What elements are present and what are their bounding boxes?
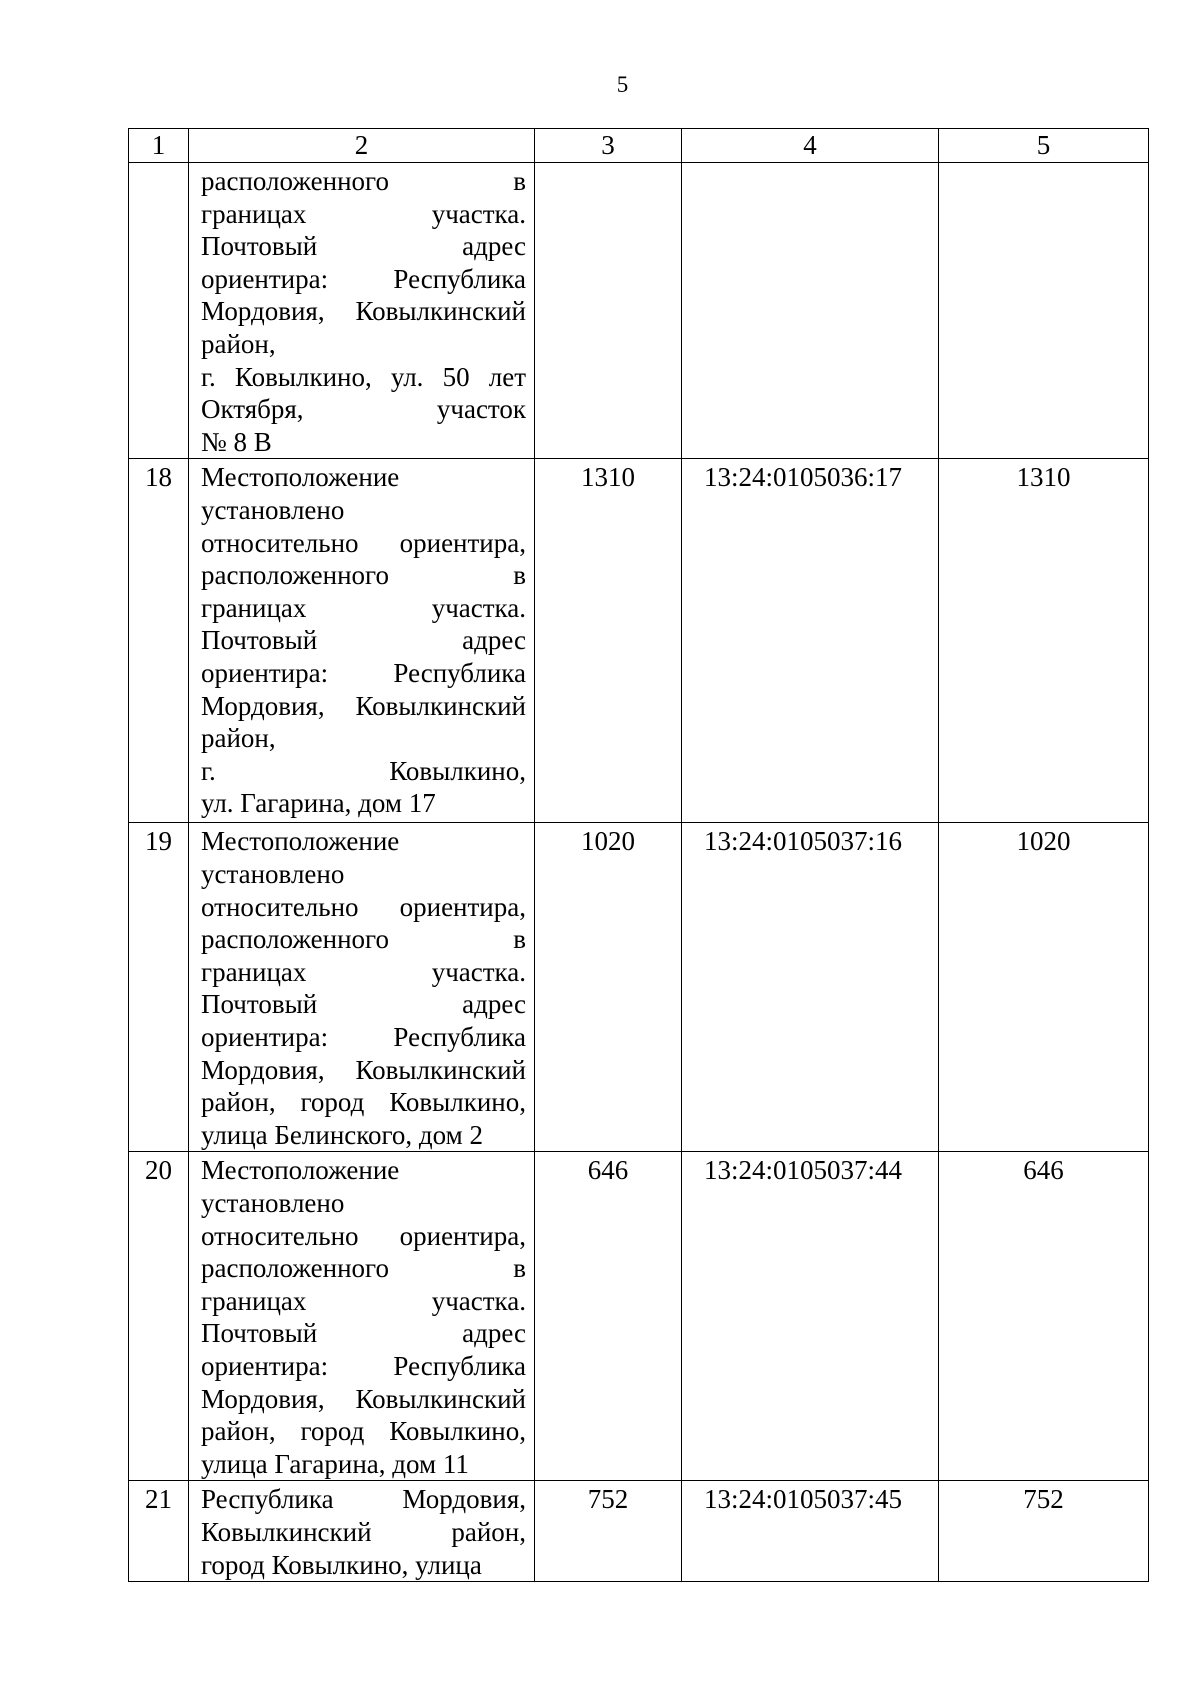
description-line: Мордовия, Ковылкинский	[201, 690, 526, 721]
table-row	[129, 1152, 1149, 1481]
row-number-cell: 19	[129, 823, 189, 1152]
column-header-1: 1	[129, 129, 189, 163]
description-line: ул. Гагарина, дом 17	[201, 788, 436, 819]
description-line: расположенного в	[201, 1253, 526, 1284]
column-5-cell: 1020	[939, 823, 1149, 1152]
table-row	[129, 163, 1149, 459]
column-5-cell: 752	[939, 1481, 1149, 1582]
column-header-2: 2	[189, 129, 535, 163]
description-line: ориентира: Республика	[201, 657, 526, 688]
location-description-cell	[189, 459, 535, 823]
area-cell: 752	[535, 1481, 682, 1582]
area-cell: 646	[535, 1152, 682, 1481]
description-line: № 8 В	[201, 426, 272, 457]
column-5-cell	[939, 163, 1149, 459]
page-number: 5	[616, 72, 629, 97]
table-header-row	[129, 129, 1149, 163]
description-line: относительно ориентира,	[201, 527, 526, 558]
cadastral-number-cell: 13:24:0105036:17	[682, 459, 939, 823]
table-row	[129, 1481, 1149, 1582]
location-description-cell	[189, 1152, 535, 1481]
area-cell	[535, 163, 682, 459]
description-line: Мордовия, Ковылкинский	[201, 296, 526, 327]
description-line: границах участка.	[201, 956, 526, 987]
description-line: ориентира: Республика	[201, 263, 526, 294]
description-line: границах участка.	[201, 1285, 526, 1316]
area-cell: 1310	[535, 459, 682, 823]
description-line: Почтовый адрес	[201, 1318, 526, 1349]
description-line: относительно ориентира,	[201, 1220, 526, 1251]
table-row	[129, 823, 1149, 1152]
description-line: установлено	[201, 858, 345, 889]
column-header-3: 3	[535, 129, 682, 163]
description-line: г. Ковылкино, ул. 50 лет	[201, 361, 526, 392]
location-description-cell	[189, 823, 535, 1152]
description-line: улица Гагарина, дом 11	[201, 1448, 469, 1479]
description-line: расположенного в	[201, 166, 526, 196]
land-plots-table	[128, 128, 1149, 1582]
cadastral-number-cell: 13:24:0105037:16	[682, 823, 939, 1152]
description-line: установлено	[201, 494, 345, 525]
description-line: г. Ковылкино,	[201, 755, 526, 786]
row-number-cell: 21	[129, 1481, 189, 1582]
cadastral-number-cell	[682, 163, 939, 459]
location-description-cell	[189, 1481, 535, 1582]
description-line: район,	[201, 328, 276, 359]
description-line: расположенного в	[201, 560, 526, 591]
description-line: район,	[201, 723, 276, 754]
description-line: Мордовия, Ковылкинский	[201, 1054, 526, 1085]
description-line: установлено	[201, 1187, 345, 1218]
description-line: Почтовый адрес	[201, 989, 526, 1020]
description-line: расположенного в	[201, 924, 526, 955]
description-line: Мордовия, Ковылкинский	[201, 1383, 526, 1414]
column-5-cell: 1310	[939, 459, 1149, 823]
description-line: Ковылкинский район,	[201, 1516, 526, 1547]
description-line: улица Белинского, дом 2	[201, 1119, 483, 1150]
column-5-cell: 646	[939, 1152, 1149, 1481]
cadastral-number-cell: 13:24:0105037:45	[682, 1481, 939, 1582]
row-number-cell: 18	[129, 459, 189, 823]
description-line: Почтовый адрес	[201, 231, 526, 262]
description-line: ориентира: Республика	[201, 1021, 526, 1052]
description-line: Октября, участок	[201, 394, 526, 425]
description-line: Местоположение	[201, 462, 400, 493]
description-line: Республика Мордовия,	[201, 1484, 526, 1515]
row-number-cell: 20	[129, 1152, 189, 1481]
row-number-cell	[129, 163, 189, 459]
description-line: границах участка.	[201, 198, 526, 229]
column-header-4: 4	[682, 129, 939, 163]
description-line: город Ковылкино, улица	[201, 1549, 482, 1580]
description-line: Местоположение	[201, 826, 400, 857]
cadastral-number-cell: 13:24:0105037:44	[682, 1152, 939, 1481]
column-header-5: 5	[939, 129, 1149, 163]
table-row	[129, 459, 1149, 823]
description-line: ориентира: Республика	[201, 1350, 526, 1381]
description-line: район, город Ковылкино,	[201, 1087, 526, 1118]
description-line: Местоположение	[201, 1155, 400, 1186]
description-line: относительно ориентира,	[201, 891, 526, 922]
location-description-cell	[189, 163, 535, 459]
description-line: район, город Ковылкино,	[201, 1416, 526, 1447]
area-cell: 1020	[535, 823, 682, 1152]
description-line: Почтовый адрес	[201, 625, 526, 656]
description-line: границах участка.	[201, 592, 526, 623]
